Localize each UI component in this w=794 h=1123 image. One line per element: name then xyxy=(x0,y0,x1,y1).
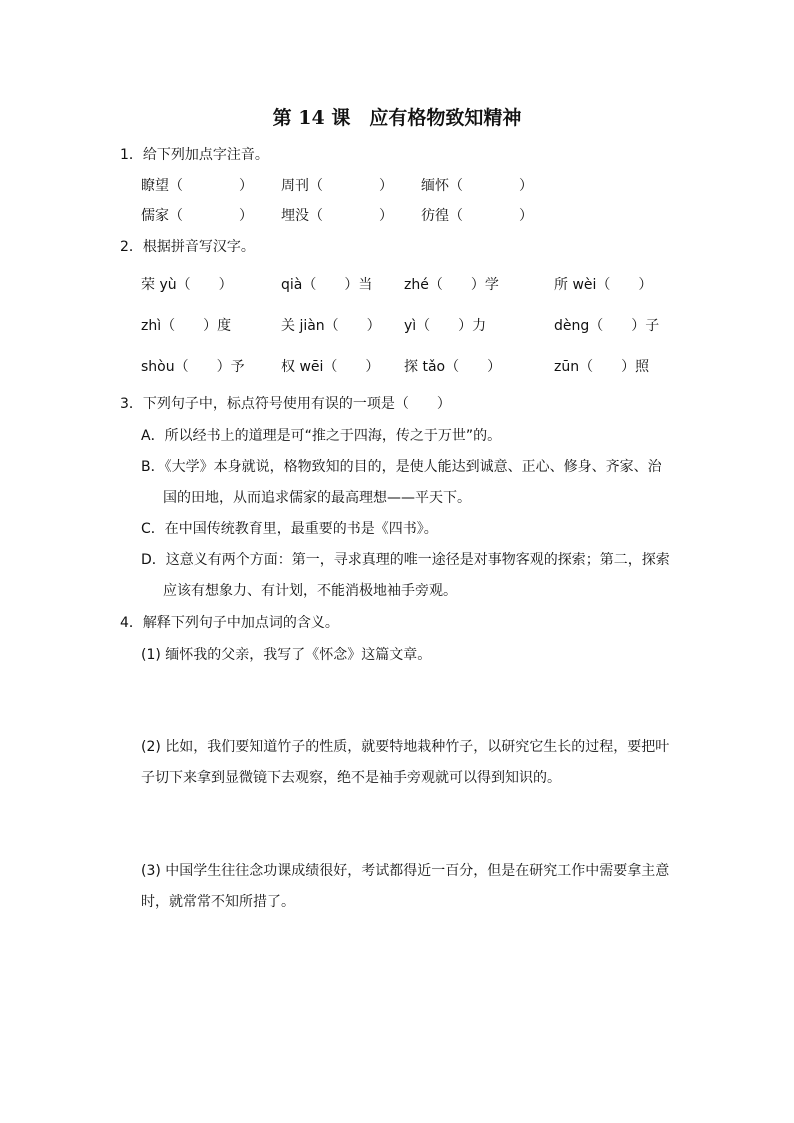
q1-item: 周刊（ ） xyxy=(281,178,393,194)
q2-item: 权 wēi（ ） xyxy=(281,359,380,375)
q3-option-c: C．在中国传统教育里，最重要的书是《四书》。 xyxy=(141,521,438,537)
question-1-prompt: 1．给下列加点字注音。 xyxy=(120,147,269,163)
q2-item: yì（ ）力 xyxy=(404,318,487,334)
q4-sentence-1: (1) 缅怀我的父亲，我写了《怀念》这篇文章。 xyxy=(141,647,432,663)
q3-option-b: B．《大学》本身就说，格物致知的目的，是使人能达到诚意、正心、修身、齐家、治 xyxy=(141,459,662,475)
q1-item: 缅怀（ ） xyxy=(421,178,533,194)
q1-item: 彷徨（ ） xyxy=(421,208,533,224)
q1-item: 埋没（ ） xyxy=(281,208,393,224)
page-title: 第 14 课 应有格物致知精神 xyxy=(272,107,522,129)
question-2-prompt: 2．根据拼音写汉字。 xyxy=(120,239,255,255)
q3-option-d: D．这意义有两个方面：第一，寻求真理的唯一途径是对事物客观的探索；第二，探索 xyxy=(141,552,670,568)
q4-sentence-2-continued: 子切下来拿到显微镜下去观察，绝不是袖手旁观就可以得到知识的。 xyxy=(141,770,561,786)
q2-item: 关 jiàn（ ） xyxy=(281,318,381,334)
q2-item: 所 wèi（ ） xyxy=(554,277,653,293)
q1-item: 儒家（ ） xyxy=(141,208,253,224)
q3-option-a: A．所以经书上的道理是可“推之于四海，传之于万世”的。 xyxy=(141,428,502,444)
q2-item: qià（ ）当 xyxy=(281,277,373,293)
q4-sentence-3-continued: 时，就常常不知所措了。 xyxy=(141,894,295,910)
q2-item: shòu（ ）予 xyxy=(141,359,245,375)
q3-option-d-continued: 应该有想象力、有计划，不能消极地袖手旁观。 xyxy=(163,583,457,599)
q2-item: zhé（ ）学 xyxy=(404,277,499,293)
q3-option-b-continued: 国的田地，从而追求儒家的最高理想——平天下。 xyxy=(163,490,471,506)
question-4-prompt: 4．解释下列句子中加点词的含义。 xyxy=(120,615,339,631)
q4-sentence-2: (2) 比如，我们要知道竹子的性质，就要特地栽种竹子，以研究它生长的过程，要把叶 xyxy=(141,739,670,755)
q2-item: zhì（ ）度 xyxy=(141,318,232,334)
q4-sentence-3: (3) 中国学生往往念功课成绩很好，考试都得近一百分，但是在研究工作中需要拿主意 xyxy=(141,863,670,879)
q2-item: 探 tǎo（ ） xyxy=(404,359,502,375)
q1-item: 瞭望（ ） xyxy=(141,178,253,194)
q2-item: dèng（ ）子 xyxy=(554,318,660,334)
q2-item: 荣 yù（ ） xyxy=(141,277,233,293)
question-3-prompt: 3．下列句子中，标点符号使用有误的一项是（ ） xyxy=(120,396,451,412)
q2-item: zūn（ ）照 xyxy=(554,359,650,375)
